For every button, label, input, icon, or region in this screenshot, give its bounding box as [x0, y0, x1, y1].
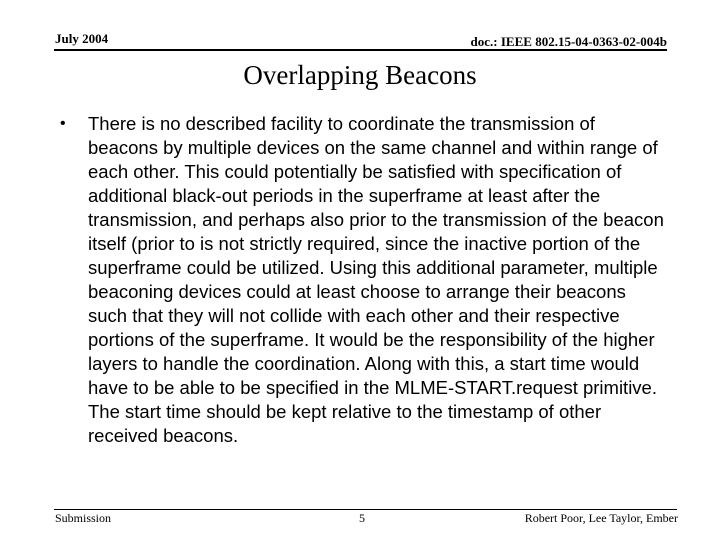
- footer-page-number: 5: [359, 511, 365, 525]
- footer-rule: [54, 509, 677, 510]
- header-rule: [54, 49, 667, 51]
- header-doc-id: doc.: IEEE 802.15-04-0363-02-004b: [470, 34, 667, 49]
- bullet-text: There is no described facility to coordinate the transmission of beacons by multiple devices on the same channel and within range of each other. This could potentially be satisfied with specification of additional black-out periods in the superframe at least after the transmission, and perhaps also prior to the transmission of the beacon itself (prior to is not strictly required, since the inactive portion of the superframe could be utilized. Using this additional parameter, multiple beaconing devices could at least choose to arrange their beacons such that they will not collide with each other and their respective portions of the superframe. It would be the responsibility of the higher layers to handle the coordination. Along with this, a start time would have to be able to be specified in the MLME-START.request primitive. The start time should be kept relative to the timestamp of other received beacons.: [88, 113, 664, 446]
- header-date: July 2004: [55, 31, 109, 46]
- footer-authors: Robert Poor, Lee Taylor, Ember: [524, 511, 678, 525]
- slide-title: Overlapping Beacons: [243, 60, 477, 90]
- footer-submission: Submission: [55, 511, 112, 525]
- bullet-marker: •: [60, 115, 66, 132]
